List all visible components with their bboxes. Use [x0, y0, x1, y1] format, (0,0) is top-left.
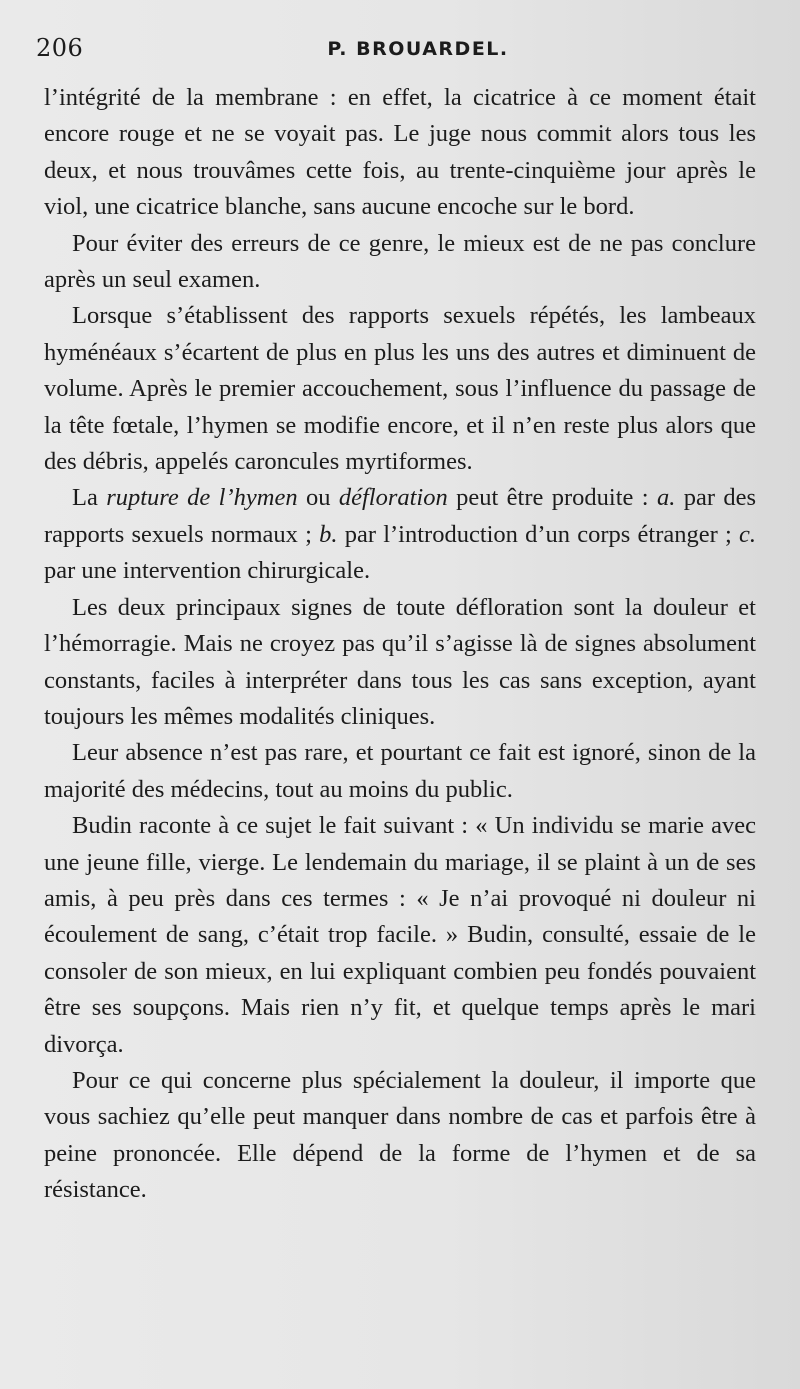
- paragraph-1: l’intégrité de la membrane : en effet, la cicatrice à ce moment était encore rouge et ne se voyait pas. Le juge nous commit alors tous les deux, et nous trouvâmes cette fois, au trente-cinquième jour après le viol, une cicatrice blanche, sans aucune encoche sur le bord.: [44, 84, 756, 221]
- page-header: [36, 34, 760, 68]
- p4-italic-defloration: défloration: [338, 484, 448, 512]
- p4-text-6: par une intervention chirurgicale.: [44, 557, 371, 585]
- p4-italic-b: b.: [319, 520, 338, 548]
- paragraph-7: Budin raconte à ce sujet le fait suivant : « Un individu se marie avec une jeune fille, vierge. Le lendemain du mariage, il se plaint à un de ses amis, à peu près dans ces termes : « Je n’ai provoqué ni douleur ni écoulement de sang, c’était trop facile. » Budin, consulté, essaie de le consoler de son mieux, en lui expliquant combien peu fondés pouvaient être ses soupçons. Mais rien n’y fit, et quelque temps après le mari divorça.: [44, 812, 756, 1058]
- p4-text-1: La: [72, 484, 107, 512]
- running-head: P. BROUARDEL.: [327, 38, 509, 60]
- paragraph-5: Les deux principaux signes de toute défloration sont la douleur et l’hémorragie. Mais ne croyez pas qu’il s’agisse là de signes absolument constants, faciles à interpréter dans tous les cas sans exception, ayant toujours les mêmes modalités cliniques.: [44, 593, 756, 730]
- p4-text-3: peut être produite :: [447, 484, 657, 512]
- p4-italic-rupture: rupture de l’hymen: [106, 484, 298, 512]
- p4-text-2: ou: [297, 484, 339, 512]
- paragraph-6: Leur absence n’est pas rare, et pourtant ce fait est ignoré, sinon de la majorité des médecins, tout au moins du public.: [44, 739, 756, 803]
- paragraph-2: Pour éviter des erreurs de ce genre, le mieux est de ne pas conclure après un seul examen.: [44, 229, 756, 294]
- p4-italic-a: a.: [656, 484, 676, 512]
- p4-italic-c: c.: [739, 520, 756, 548]
- page-number: 206: [36, 34, 84, 62]
- paragraph-3: Lorsque s’établissent des rapports sexuels répétés, les lambeaux hyménéaux s’écartent de plus en plus les uns des autres et diminuent de volume. Après le premier accouchement, sous l’influence du passage de la tête fœtale, l’hymen se modifie encore, et il n’en reste plus alors que des débris, appelés caroncules myrtiformes.: [44, 302, 756, 476]
- p4-text-4: par des rapports sexuels normaux ;: [44, 484, 757, 548]
- p4-text-5: par l’introduction d’un corps étranger ;: [337, 520, 739, 548]
- paragraph-8: Pour ce qui concerne plus spécialement la douleur, il importe que vous sachiez qu’elle peut manquer dans nombre de cas et parfois être à peine prononcée. Elle dépend de la forme de l’hymen et de sa résistance.: [44, 1066, 756, 1204]
- body-text: [44, 80, 756, 1209]
- paragraph-4: [44, 480, 756, 589]
